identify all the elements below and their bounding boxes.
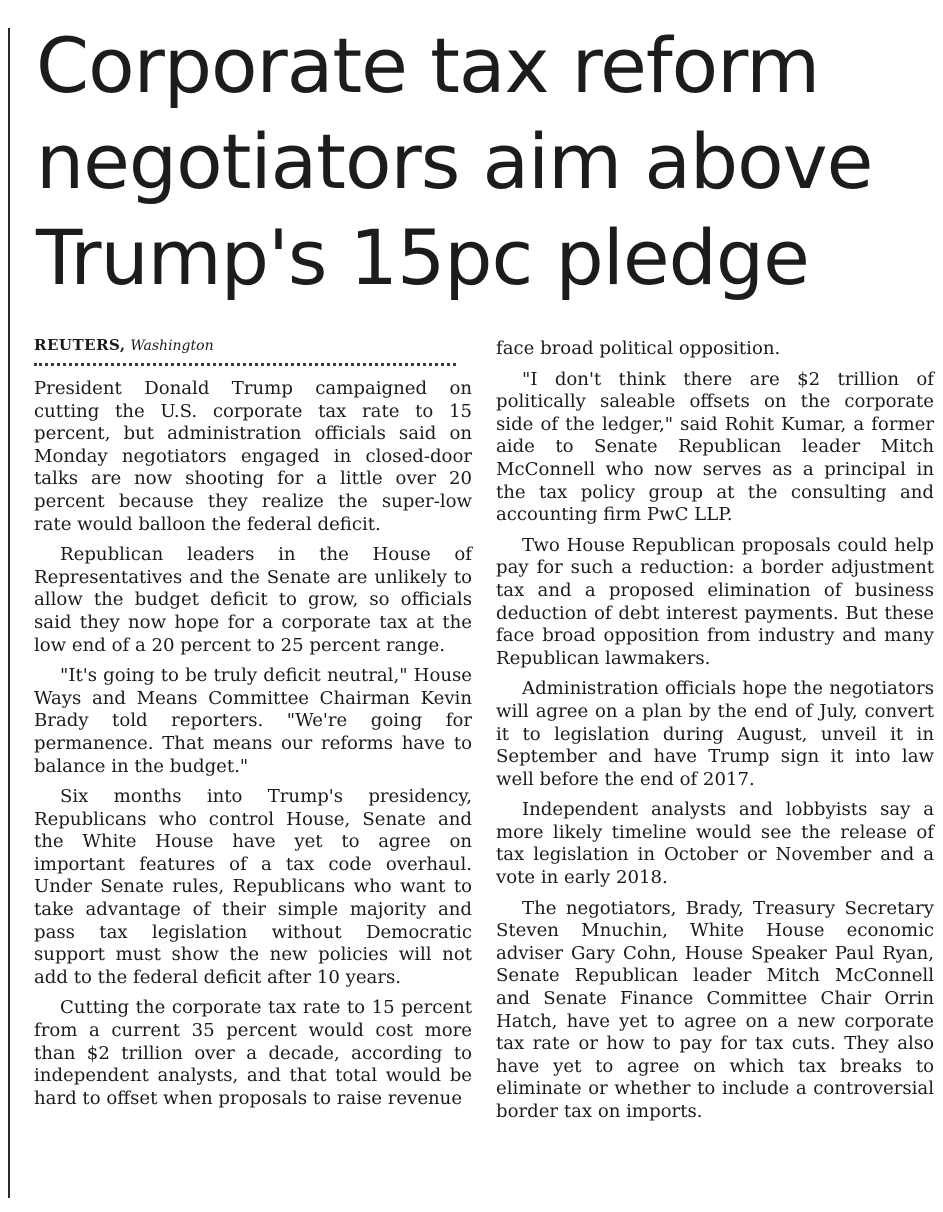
article-paragraph: "I don't think there are $2 trillion of politically saleable offsets on the corporate side of the ledger," said Rohit Kumar, a former aide to Senate Republican leader Mitch McConnell who now serves as a principal in the tax policy group at the consulting and accounting firm PwC LLP. — [496, 368, 934, 526]
article-paragraph: "It's going to be truly deficit neutral," House Ways and Means Committee Chairman Kevin Brady told reporters. "We're going for permanence. That means our reforms have to balance in the budget." — [34, 665, 472, 777]
article-paragraph: face broad political opposition. — [496, 338, 781, 359]
headline-line-2: negotiators aim above — [36, 117, 873, 206]
article-column-right — [496, 338, 934, 1124]
column-rule — [8, 28, 10, 1198]
article-paragraph: Independent analysts and lobbyists say a more likely timeline would see the release of tax legislation in October or November and a vote in early 2018. — [496, 799, 934, 889]
article-paragraph: Republican leaders in the House of Representatives and the Senate are unlikely to allow the budget deficit to grow, so officials said they now hope for a corporate tax at the low end of a 20 percent to 25 percent range. — [34, 544, 472, 656]
article-paragraph: Cutting the corporate tax rate to 15 percent from a current 35 percent would cost more than $2 trillion over a decade, according to independent analysts, and that total would be hard to offset when proposals to raise revenue — [34, 997, 472, 1109]
headline-line-1: Corporate tax reform — [36, 21, 820, 110]
byline — [34, 334, 472, 357]
article-column-left — [34, 334, 472, 1110]
dotted-divider — [34, 361, 456, 366]
article-paragraph: The negotiators, Brady, Treasury Secretary Steven Mnuchin, White House economic adviser Gary Cohn, House Speaker Paul Ryan, Senate Republican leader Mitch McConnell and Senate Finance Committee Chair Orrin Hatch, have yet to agree on a new corporate tax rate or how to pay for tax cuts. They also have yet to agree on which tax breaks to eliminate or whether to include a controversial border tax on imports. — [496, 897, 934, 1122]
headline-line-3: Trump's 15pc pledge — [36, 213, 809, 302]
headline — [36, 18, 936, 306]
article-paragraph: Administration officials hope the negotiators will agree on a plan by the end of July, convert it to legislation during August, unveil it in September and have Trump sign it into law well before the end of 2017. — [496, 678, 934, 790]
byline-location: Washington — [130, 338, 214, 354]
article-paragraph: Two House Republican proposals could help pay for such a reduction: a border adjustment tax and a proposed elimination of business deduction of debt interest payments. But these face broad opposition from industry and many Republican lawmakers. — [496, 534, 934, 669]
article-paragraph: Six months into Trump's presidency, Republicans who control House, Senate and the White House have yet to agree on important features of a tax code overhaul. Under Senate rules, Republicans who want to take advantage of their simple majority and pass tax legislation without Democratic support must show the new policies will not add to the federal deficit after 10 years. — [34, 786, 472, 988]
article-paragraph: President Donald Trump campaigned on cutting the U.S. corporate tax rate to 15 percent, but administration officials said on Monday negotiators engaged in closed-door talks are now shooting for a little over 20 percent because they realize the super-low rate would balloon the federal deficit. — [34, 378, 472, 535]
byline-agency: REUTERS, — [34, 336, 126, 354]
